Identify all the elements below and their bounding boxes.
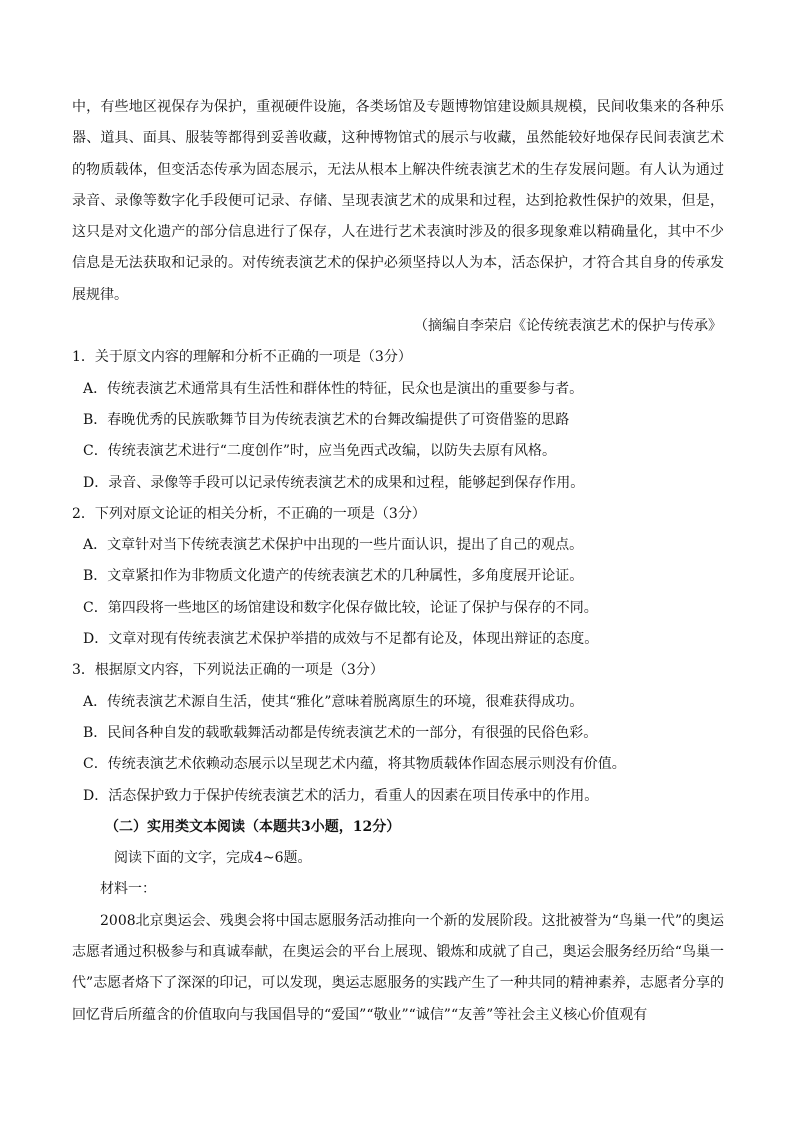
question-1 <box>72 342 724 498</box>
exam-page <box>72 92 724 1031</box>
option-c: C．传统表演艺术进行“二度创作”时，应当免西式改编，以防失去原有风格。 <box>83 443 557 460</box>
question-stem: 2．下列对原文论证的相关分析，不正确的一项是（3分） <box>72 505 426 522</box>
source-citation: （摘编自李荣启《论传统表演艺术的保护与传承》 <box>414 318 722 335</box>
option-b: B．民间各种自发的载歌载舞活动都是传统表演艺术的一部分，有很强的民俗色彩。 <box>83 724 598 741</box>
material-label: 材料一： <box>100 881 156 898</box>
option-a: A．传统表演艺术通常具有生活性和群体性的特征，民众也是演出的重要参与者。 <box>83 380 584 397</box>
passage-paragraph: 中，有些地区视保存为保护，重视硬件设施，各类场馆及专题博物馆建设颇具规模，民间收集来的各种乐器、道具、面具、服装等都得到妥善收藏，这种博物馆式的展示与收藏，虽然能较好地保存民间表演艺术的物质载体，但变活态传承为固态展示，无法从根本上解决件统表演艺术的生存发展问题。有人认为通过录音、录像等数字化手段便可记录、存储、呈现表演艺术的成果和过程，达到抢救性保护的效果，但是，这只是对文化遗产的部分信息进行了保存，人在进行艺术表演时涉及的很多现象难以精确量化，其中不少信息是无法获取和记录的。对传统表演艺术的保护必须坚持以人为本，活态保护，才符合其自身的传承发展规律。 <box>72 99 724 303</box>
section-title: （二）实用类文本阅读（本题共3小题，12分） <box>105 818 401 835</box>
question-stem: 1．关于原文内容的理解和分析不正确的一项是（3分） <box>72 349 412 366</box>
question-3 <box>72 655 724 811</box>
instruction: 阅读下面的文字，完成4~6题。 <box>114 850 312 867</box>
option-d: D．文章对现有传统表演艺术保护举措的成效与不足都有论及，体现出辩证的态度。 <box>83 631 599 648</box>
material-paragraph: 2008北京奥运会、残奥会将中国志愿服务活动推向一个新的发展阶段。这批被誉为“鸟巢一代”的奥运志愿者通过积极参与和真诚奉献，在奥运会的平台上展现、锻炼和成就了自己，奥运会服务经历给“鸟巢一代”志愿者烙下了深深的印记，可以发现，奥运志愿服务的实践产生了一种共同的精神素养，志愿者分享的回忆背后所蕴含的价值取向与我国倡导的“爱国”“敬业”“诚信”“友善”等社会主义核心价值观有 <box>72 912 724 1023</box>
question-2 <box>72 499 724 655</box>
option-a: A．传统表演艺术源自生活，使其“雅化”意味着脱离原生的环境，很难获得成功。 <box>83 693 584 710</box>
question-stem: 3．根据原文内容，下列说法正确的一项是（3分） <box>72 662 384 679</box>
option-a: A．文章针对当下传统表演艺术保护中出现的一些片面认识，提出了自己的观点。 <box>83 537 584 554</box>
option-d: D．活态保护致力于保护传统表演艺术的活力，看重人的因素在项目传承中的作用。 <box>83 787 599 804</box>
option-b: B．文章紧扣作为非物质文化遗产的传统表演艺术的几种属性，多角度展开论证。 <box>83 568 584 585</box>
option-b: B．春晚优秀的民族歌舞节目为传统表演艺术的台舞改编提供了可资借鉴的思路 <box>83 411 570 428</box>
option-c: C．传统表演艺术依赖动态展示以呈现艺术内蕴，将其物质载体作固态展示则没有价值。 <box>83 756 626 773</box>
option-d: D．录音、录像等手段可以记录传统表演艺术的成果和过程，能够起到保存作用。 <box>83 474 585 491</box>
option-c: C．第四段将一些地区的场馆建设和数字化保存做比较，论证了保护与保存的不同。 <box>83 599 598 616</box>
